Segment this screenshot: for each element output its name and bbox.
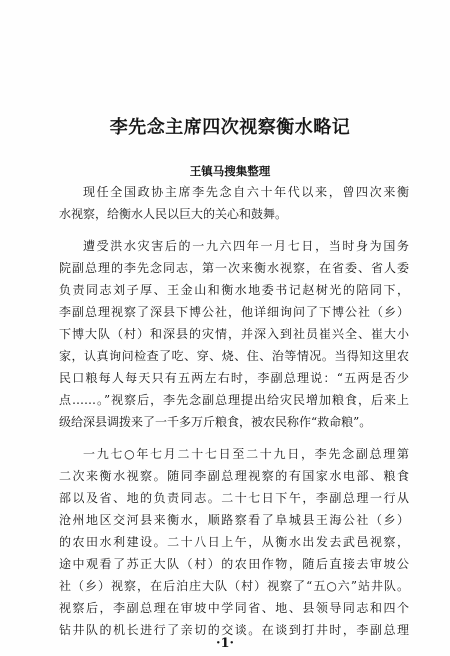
text-line: 下博大队（村）和深县的灾情，并深入到社员崔兴全、崔大小 [59, 327, 409, 341]
text-line: 视察后，李副总理在审坡中学同省、地、县领导同志和四个 [59, 601, 409, 615]
text-line: 家，认真询问检查了吃、穿、烧、住、治等情况。当得知这里农 [59, 349, 409, 363]
text-line: 沧州地区交河县来衡水，顺路察看了阜城县王海公社（乡） [59, 513, 409, 527]
text-line: 二次来衡水视察。随同李副总理视察的有国家水电部、粮食 [59, 469, 409, 483]
text-line: 社（乡）视察，在后泊庄大队（村）视察了“五○六”站井队。 [59, 579, 409, 593]
text-line: 部以及省、地的负责同志。二十七日下午，李副总理一行从 [59, 491, 409, 505]
text-line: 李副总理视察了深县下博公社，他详细询问了下博公社（乡） [59, 305, 409, 319]
text-line: 级给深县调拨来了一千多万斤粮食，被农民称作“救命粮”。 [59, 415, 372, 429]
text-line: 遭受洪水灾害后的一九六四年一月七日，当时身为国务 [83, 239, 409, 253]
text-line: 民口粮每人每天只有五两左右时，李副总理说：“五两是否少 [59, 371, 409, 385]
article-title: 李先念主席四次视察衡水略记 [109, 117, 351, 138]
text-line: 途中观看了苏正大队（村）的农田作物，随后直接去审坡公 [59, 557, 409, 571]
text-line: 水视察，给衡水人民以巨大的关心和鼓舞。 [59, 207, 288, 221]
text-line: 点……。”视察后，李先念副总理提出给灾民增加粮食，后来上 [59, 393, 409, 407]
text-line: 钻井队的机长进行了亲切的交谈。在谈到打井时，李副总理 [59, 623, 409, 637]
text-line: 负责同志刘子厚、王金山和衡水地委书记赵树光的陪同下， [59, 283, 409, 297]
page-number: ·1· [215, 636, 235, 651]
article-author: 王镇马搜集整理 [189, 164, 271, 178]
text-line: 的农田水利建设。二十八日上午，从衡水出发去武邑视察， [59, 535, 409, 549]
text-line: 一九七○年七月二十七日至二十九日，李先念副总理第 [83, 447, 409, 461]
text-line: 现任全国政协主席李先念自六十年代以来，曾四次来衡 [83, 185, 409, 199]
text-line: 院副总理的李先念同志，第一次来衡水视察，在省委、省人委 [59, 261, 409, 275]
